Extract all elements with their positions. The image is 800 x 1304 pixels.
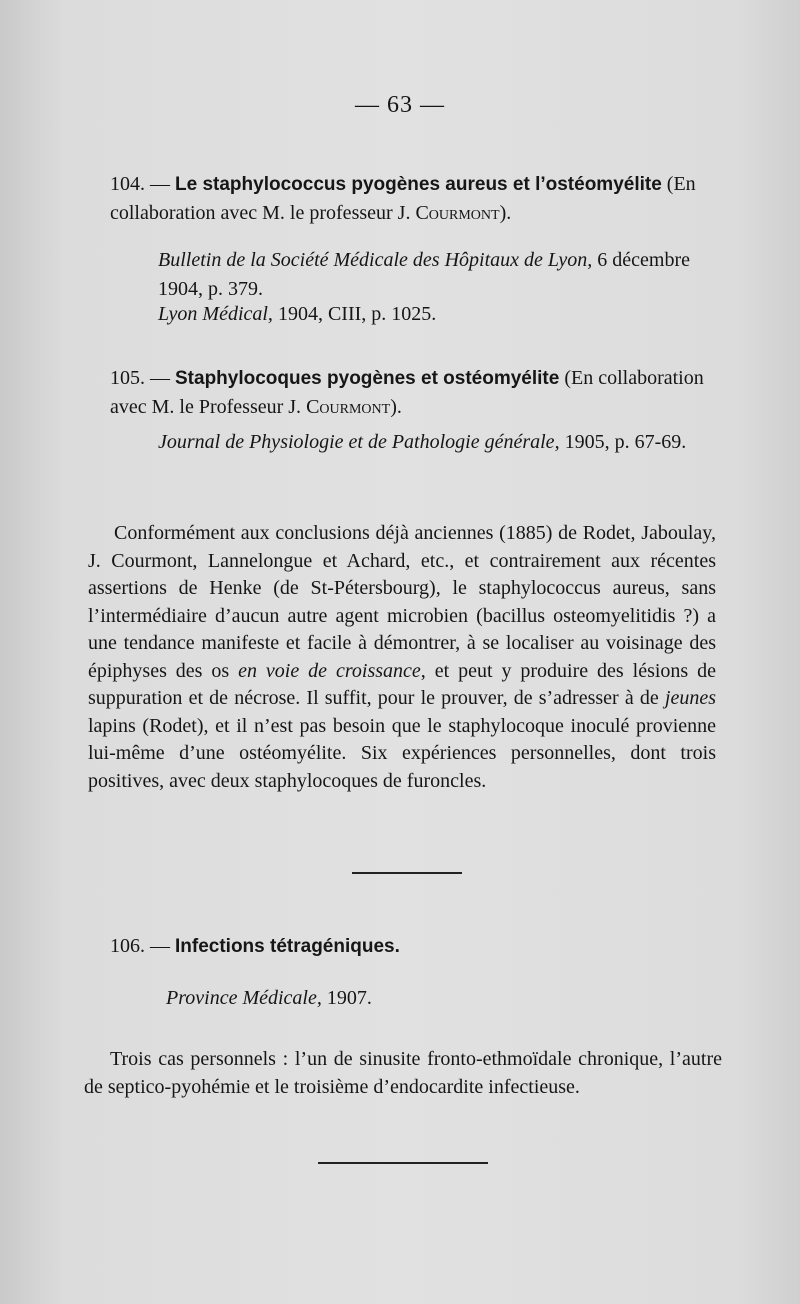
reference <box>158 300 718 329</box>
entry-number: 104. — <box>110 173 170 195</box>
reference-details: 1904, CIII, p. 1025. <box>277 303 437 325</box>
divider <box>352 872 462 874</box>
reference-journal: Lyon Médical, <box>158 303 273 325</box>
reference-journal: Journal de Physiologie et de Pathologie générale, <box>158 431 560 453</box>
paragraph-text: lapins (Rodet), et il n’est pas besoin que le staphylocoque inoculé provienne lui-même d’une ostéomyélite. Six expériences personnelles, dont trois positives, avec deux staphylocoques de furoncles. <box>88 714 716 792</box>
entry-104 <box>110 170 710 228</box>
entry-collab-suffix: ). <box>390 396 402 418</box>
entry-number: 106. — <box>110 935 170 957</box>
entry-collab-prefix: (En collaboration avec M. le Professeur J. <box>110 367 704 418</box>
entry-number: 105. — <box>110 367 170 389</box>
reference <box>166 984 726 1013</box>
reference <box>158 428 718 457</box>
reference <box>158 246 718 304</box>
entry-title: Infections tétragéniques. <box>175 936 400 957</box>
paragraph-text: Trois cas personnels : l’un de sinusite fronto-ethmoïdale chronique, l’autre de septico-pyohémie et le troisième d’endocardite infectieuse. <box>84 1048 722 1098</box>
entry-106 <box>110 932 710 961</box>
divider <box>318 1162 488 1164</box>
reference-journal: Province Médicale, <box>166 987 322 1009</box>
entry-title: Staphylocoques pyogènes et ostéomyélite <box>175 368 560 389</box>
entry-collab-name: Courmont <box>415 202 500 224</box>
paragraph-106 <box>84 1045 722 1101</box>
entry-collab-suffix: ). <box>499 202 512 224</box>
reference-details: 1907. <box>326 987 372 1009</box>
paragraph-text: Conformément aux conclusions déjà anciennes (1885) de Rodet, Jaboulay, J. Courmont, Lannelongue et Achard, etc., et contrairement aux récentes assertions de Henke (de St-Pétersbourg), le staphylococcus aureus, sans l’intermédiaire d’aucun autre agent microbien (bacillus osteomyelitidis ?) a une tendance manifeste et facile à démontrer, à se localiser au voisinage des épiphyses des os <box>88 522 716 682</box>
reference-details: 6 décembre 1904, p. 379. <box>158 249 691 300</box>
paragraph-italic: en voie de croissance <box>238 659 421 682</box>
reference-journal: Bulletin de la Société Médicale des Hôpitaux de Lyon, <box>158 249 593 271</box>
page-number: — 63 — <box>355 92 445 118</box>
paragraph-text: , et peut y produire des lésions de suppuration et de nécrose. Il suffit, pour le prouver, de s’adresser à de <box>88 659 717 709</box>
entry-title: Le staphylococcus pyogènes aureus et l’ostéomyélite <box>175 174 662 195</box>
paragraph-italic: jeunes <box>664 687 716 709</box>
entry-105 <box>110 364 710 422</box>
entry-collab-prefix: (En collaboration avec M. le professeur J. <box>110 173 696 224</box>
paragraph-105 <box>88 520 716 795</box>
reference-details: 1905, p. 67-69. <box>564 431 687 453</box>
entry-collab-name: Courmont <box>306 396 391 418</box>
